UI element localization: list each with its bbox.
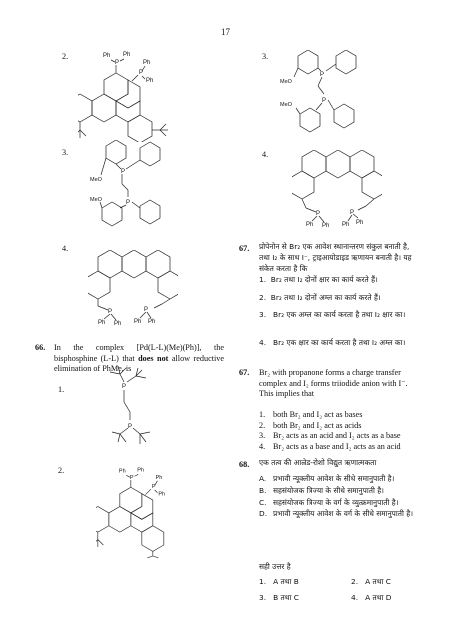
question-68-stem: एक तत्व की आल्रेड-रोशो विद्युत ऋणात्मकता bbox=[259, 458, 377, 467]
label-p: P bbox=[316, 211, 321, 217]
label-meo: MeO bbox=[280, 102, 292, 108]
label-p: P bbox=[322, 98, 327, 104]
right-option-3-label: 3. bbox=[262, 52, 269, 61]
label-ph: Ph bbox=[118, 468, 126, 475]
q67-hi-opt-2 bbox=[259, 293, 419, 304]
q67-en-opt-2 bbox=[259, 421, 424, 432]
q68-option-2 bbox=[351, 577, 391, 588]
q68-statements bbox=[259, 474, 427, 520]
statement-text: सहसंयोजक त्रिज्या के वर्ग के व्युत्क्रमानुपाती है। bbox=[273, 497, 399, 507]
q68-statement-c bbox=[259, 498, 427, 509]
option-text: both Br₂ and I₂ act as acids bbox=[273, 420, 362, 430]
statement-text: प्रभावी न्यूक्लीय आवेश के सीधे समानुपाती है। bbox=[273, 474, 395, 483]
structure-dtbpe bbox=[96, 366, 176, 448]
label-p: P bbox=[121, 169, 126, 175]
structure-helicene-tbu-diphosphine-a bbox=[78, 50, 198, 142]
statement-text: प्रभावी न्यूक्लीय आवेश के वर्ग के सीधे समानुपाती है। bbox=[273, 509, 414, 519]
question-67-en-number: 67. bbox=[239, 368, 250, 377]
option-number: 1. bbox=[259, 577, 267, 586]
statement-label: A. bbox=[259, 474, 267, 483]
label-p: P bbox=[108, 309, 113, 315]
option-number: 4. bbox=[351, 593, 359, 602]
label-ph: Ph bbox=[155, 475, 163, 481]
q67-en-opt-4 bbox=[259, 442, 424, 453]
structure-helicene-ch2pph2-a bbox=[88, 250, 178, 330]
label-ph: Ph bbox=[103, 53, 111, 59]
label-p: P bbox=[115, 60, 120, 66]
option-text: A तथा B bbox=[273, 577, 299, 586]
right-option-4-label: 4. bbox=[262, 150, 269, 159]
option-text: Br₂ एक अम्ल का कार्य करता है तथा I₂ क्षार का। bbox=[273, 310, 406, 319]
question-68-number: 68. bbox=[239, 460, 250, 469]
option-text: A तथा C bbox=[365, 577, 391, 586]
q67-hi-opt-3 bbox=[259, 310, 421, 321]
option-text: Br₂ एक क्षार का कार्य करता है तथा I₂ अम्ल का। bbox=[273, 338, 406, 347]
question-67-hi-number: 67. bbox=[239, 244, 250, 253]
option-3-label: 3. bbox=[62, 148, 69, 157]
option-number: 3. bbox=[259, 593, 267, 602]
label-p: P bbox=[151, 484, 156, 491]
option-number: 2. bbox=[259, 420, 266, 430]
option-number: 1. bbox=[259, 275, 267, 284]
q68-option-4 bbox=[351, 593, 391, 604]
option-number: 1. bbox=[259, 410, 266, 419]
option-text: Br₂ acts as an acid and I₂ acts as a base bbox=[273, 431, 401, 440]
q67-en-options bbox=[259, 410, 424, 452]
label-p: P bbox=[144, 307, 149, 313]
q68-option-1 bbox=[259, 577, 299, 588]
label-ph: Ph bbox=[137, 467, 144, 474]
label-ph: Ph bbox=[143, 60, 151, 66]
statement-text: सहसंयोजक त्रिज्या के सीधे समानुपाती है। bbox=[273, 485, 384, 495]
q67-hi-opt-1 bbox=[259, 275, 419, 286]
q68-statement-a bbox=[259, 474, 427, 485]
option-text: both Br₂ and I₂ act as bases bbox=[273, 410, 363, 419]
label-ph: Ph bbox=[148, 319, 156, 325]
option-text: Br₂ तथा I₂ दोनों क्षार का कार्य करते हैं। bbox=[270, 275, 378, 284]
option-number: 4. bbox=[259, 441, 266, 451]
question-66-text: In the complex [Pd(L-L)(Me)(Ph)], the bisphosphine (L-L) that does not allow reductive elimination of PhMe, is bbox=[54, 343, 225, 373]
statement-label: D. bbox=[259, 509, 268, 519]
label-p: P bbox=[122, 384, 127, 390]
structure-helicene-ch2pph2-b bbox=[292, 150, 382, 234]
label-meo: MeO bbox=[90, 177, 102, 183]
statement-label: B. bbox=[259, 485, 267, 495]
option-text: Br₂ तथा I₂ दोनों अम्ल का कार्य करते हैं। bbox=[270, 293, 381, 302]
label-ph: Ph bbox=[322, 223, 330, 229]
option-number: 2. bbox=[351, 577, 359, 586]
q67-en-opt-3 bbox=[259, 431, 424, 442]
label-ph: Ph bbox=[134, 319, 142, 325]
label-p: P bbox=[129, 475, 134, 481]
label-ph: Ph bbox=[123, 52, 131, 58]
q66-option-2-label: 2. bbox=[58, 466, 65, 475]
q67-en-opt-1 bbox=[259, 410, 424, 421]
option-number: 2. bbox=[259, 293, 267, 302]
label-ph: Ph bbox=[114, 321, 122, 327]
label-meo: MeO bbox=[280, 79, 292, 85]
label-ph: Ph bbox=[98, 320, 106, 326]
option-text: B तथा C bbox=[273, 593, 299, 602]
q66-option-1-label: 1. bbox=[58, 385, 65, 394]
option-4-label: 4. bbox=[62, 244, 69, 253]
option-2-label: 2. bbox=[62, 52, 69, 61]
option-number: 3. bbox=[259, 310, 267, 319]
q68-statement-d bbox=[259, 509, 427, 520]
option-text: Br₂ acts as a base and I₂ acts as an acid bbox=[273, 441, 401, 451]
label-meo: MeO bbox=[90, 197, 102, 203]
q67-hi-opt-4 bbox=[259, 338, 421, 349]
q68-option-3 bbox=[259, 593, 299, 604]
structure-bis-methoxyphenyl-phosphine-b bbox=[278, 50, 368, 140]
label-p: P bbox=[320, 72, 325, 78]
label-p: P bbox=[128, 424, 133, 430]
statement-label: C. bbox=[259, 497, 267, 507]
option-number: 3. bbox=[259, 431, 266, 440]
question-67-hi-stem: प्रोपेनोन से Br₂ एक आवेश स्थानान्तरण संकुल बनाती है, तथा I₂ के साथ I⁻, ट्राइआयोडाइड ऋणायन बनाती है। यह संकेत करता है कि bbox=[259, 242, 412, 273]
label-ph: Ph bbox=[356, 220, 364, 226]
option-text: A तथा D bbox=[365, 593, 392, 602]
q68-answer-prompt: सही उत्तर है bbox=[259, 562, 291, 571]
label-p: P bbox=[350, 210, 355, 216]
label-ph: Ph bbox=[146, 78, 154, 84]
label-ph: Ph bbox=[342, 222, 350, 228]
label-ph: Ph bbox=[306, 222, 314, 228]
question-66-number: 66. bbox=[35, 343, 46, 352]
q68-statement-b bbox=[259, 486, 427, 497]
page-number: 17 bbox=[221, 27, 230, 37]
option-number: 4. bbox=[259, 338, 267, 347]
question-67-en-stem: Br₂ with propanone forms a charge transfer complex and I₂ forms triiodide anion with I⁻. This implies that bbox=[259, 368, 408, 398]
label-ph: Ph bbox=[158, 491, 166, 498]
label-p: P bbox=[139, 70, 144, 76]
label-p: P bbox=[126, 200, 131, 206]
structure-bis-methoxyphenyl-phosphine-a bbox=[88, 140, 168, 230]
structure-helicene-tbu-diphosphine-b bbox=[96, 462, 206, 562]
